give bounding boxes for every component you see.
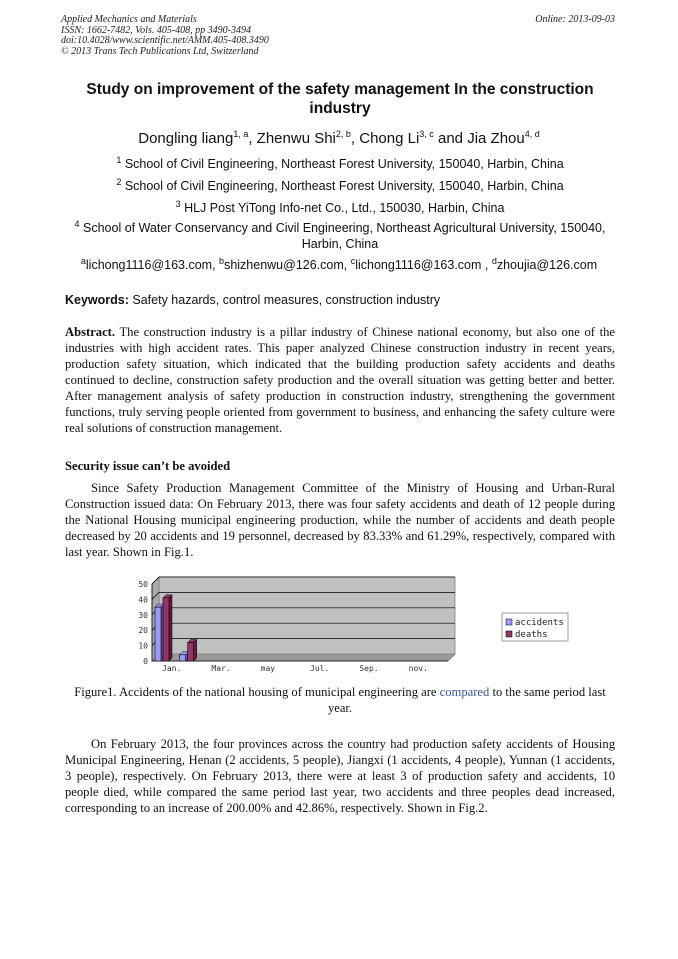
author-sup: 1, a (233, 129, 249, 139)
author-list (40, 130, 638, 147)
author-name: Jia Zhou (467, 130, 525, 147)
author-separator: , (350, 130, 360, 147)
x-tick-label: nov. (408, 664, 428, 673)
x-tick-label: Jul. (310, 664, 330, 673)
legend-label: accidents (515, 618, 564, 628)
author-separator: and (433, 130, 468, 147)
email-list (40, 255, 638, 272)
paper-title: Study on improvement of the safety management In the construction industry (86, 81, 594, 117)
issn-line: ISSN: 1662-7482, Vols. 405-408, pp 3490-3494 (61, 24, 251, 36)
bar-side (194, 640, 197, 661)
affiliation (60, 178, 620, 194)
y-tick-label: 10 (138, 641, 148, 651)
author-name: Chong Li (359, 130, 420, 147)
doi-line: doi:10.4028/www.scientific.net/AMM.405-408.3490 (61, 35, 269, 46)
email-sup: c (350, 255, 356, 266)
chart-plot-area (138, 577, 455, 673)
section-heading: Security issue can’t be avoided (65, 459, 231, 473)
email-link[interactable]: lichong1116@163.com, (85, 258, 220, 272)
figure1-chart (125, 575, 585, 679)
email-sup: a (80, 255, 86, 266)
legend-swatch (506, 619, 512, 625)
keywords-label: Keywords: (65, 293, 129, 307)
abstract (65, 324, 615, 436)
caption-highlight: compared (439, 685, 490, 699)
legend-swatch (506, 631, 512, 637)
affiliation-sup: 2 (116, 176, 122, 187)
journal-name: Applied Mechanics and Materials (61, 14, 197, 25)
body-paragraph: Since Safety Production Management Committee of the Ministry of Housing and Urban-Rural Construction issued data: On February 2013, there was four safety accidents and death of 12 people during the National Housing municipal engineering production, while the number of accidents and death people decreased by 20 accidents and 19 personnel, decreased by 83.33% and 61.29%, respectively, compared with last year. Shown in Fig.1. (65, 481, 615, 559)
affiliation-text: School of Water Conservancy and Civil Engineering, Northeast Agricultural University, 150040, Harbin, China (83, 221, 606, 251)
caption-text: Figure1. Accidents of the national housing of municipal engineering are (74, 685, 440, 699)
bar-deaths (188, 643, 194, 661)
affiliation-text: School of Civil Engineering, Northeast Forest University, 150040, Harbin, China (124, 179, 564, 193)
affiliation (60, 200, 620, 216)
email-link[interactable]: shizhenwu@126.com, (224, 258, 351, 272)
abstract-text: The construction industry is a pillar industry of Chinese national economy, but also one of the industries with high accident rates. This paper analyzed Chinese construction industry in recent years, production safety situation, which indicated that the building production safety accidents and deaths continued to decline, construction safety production and the overall situation was getting better and better. After management analysis of safety production in construction industry, strengthening the government functions, truly serving people oriented from government to business, and enhancing the safety culture were real solutions of construction management. (65, 325, 615, 435)
x-tick-label: Jan. (162, 664, 182, 673)
legend-label: deaths (515, 630, 548, 640)
bar-side (169, 595, 172, 661)
author-name: Dongling liang (138, 130, 234, 147)
email-link[interactable]: lichong1116@163.com , (355, 258, 492, 272)
author-sup: 2, b (335, 129, 351, 139)
chart-back-wall (159, 577, 455, 654)
author-name: Zhenwu Shi (256, 130, 336, 147)
online-date: Online: 2013-09-03 (535, 14, 615, 25)
y-tick-label: 0 (143, 657, 148, 666)
figure1-caption (62, 684, 618, 716)
email-sup: d (491, 255, 497, 266)
affiliation-text: HLJ Post YiTong Info-net Co., Ltd., 150030, Harbin, China (184, 201, 505, 215)
affiliation (60, 156, 620, 172)
journal-header (61, 15, 615, 57)
y-tick-label: 50 (138, 580, 148, 589)
author-sup: 4, d (524, 129, 540, 139)
bar-accidents (155, 607, 161, 661)
caption-text: to the same period last year. (327, 685, 606, 715)
copyright-line: © 2013 Trans Tech Publications Ltd, Switzerland (61, 45, 259, 57)
keywords (65, 293, 615, 307)
author-separator: , (248, 130, 257, 147)
affiliation-sup: 3 (175, 198, 181, 209)
affiliation-text: School of Civil Engineering, Northeast Forest University, 150040, Harbin, China (124, 157, 564, 171)
bar-accidents (180, 655, 186, 661)
body-paragraph: On February 2013, the four provinces across the country had production safety accidents of Housing Municipal Engineering, Henan (2 accidents, 5 people), Jiangxi (1 accidents, 4 people), Yunnan (1 accidents, 3 people), respectively. On February 2013, there were at least 3 of production safety and accidents, 10 people died, while compared the same period last year, two accidents and three peoples dead increased, corresponding to an increase of 200.00% and 42.86%, respectively. Shown in Fig.2. (65, 737, 615, 815)
y-tick-label: 40 (138, 595, 148, 605)
affiliation-sup: 4 (74, 218, 80, 229)
y-tick-label: 20 (138, 626, 148, 636)
affiliation-sup: 1 (116, 154, 122, 165)
chart-legend (502, 613, 568, 641)
y-tick-label: 30 (138, 610, 148, 620)
keywords-text: Safety hazards, control measures, construction industry (128, 293, 441, 307)
chart-floor (152, 654, 455, 661)
author-sup: 3, c (419, 129, 434, 139)
bar-deaths (163, 598, 169, 661)
email-link[interactable]: zhoujia@126.com (496, 258, 598, 272)
abstract-label: Abstract. (65, 325, 116, 339)
affiliation (60, 220, 620, 252)
x-tick-label: Mar. (211, 664, 231, 673)
x-tick-label: Sep. (359, 664, 379, 673)
email-sup: b (219, 255, 225, 266)
x-tick-label: may (260, 664, 276, 673)
